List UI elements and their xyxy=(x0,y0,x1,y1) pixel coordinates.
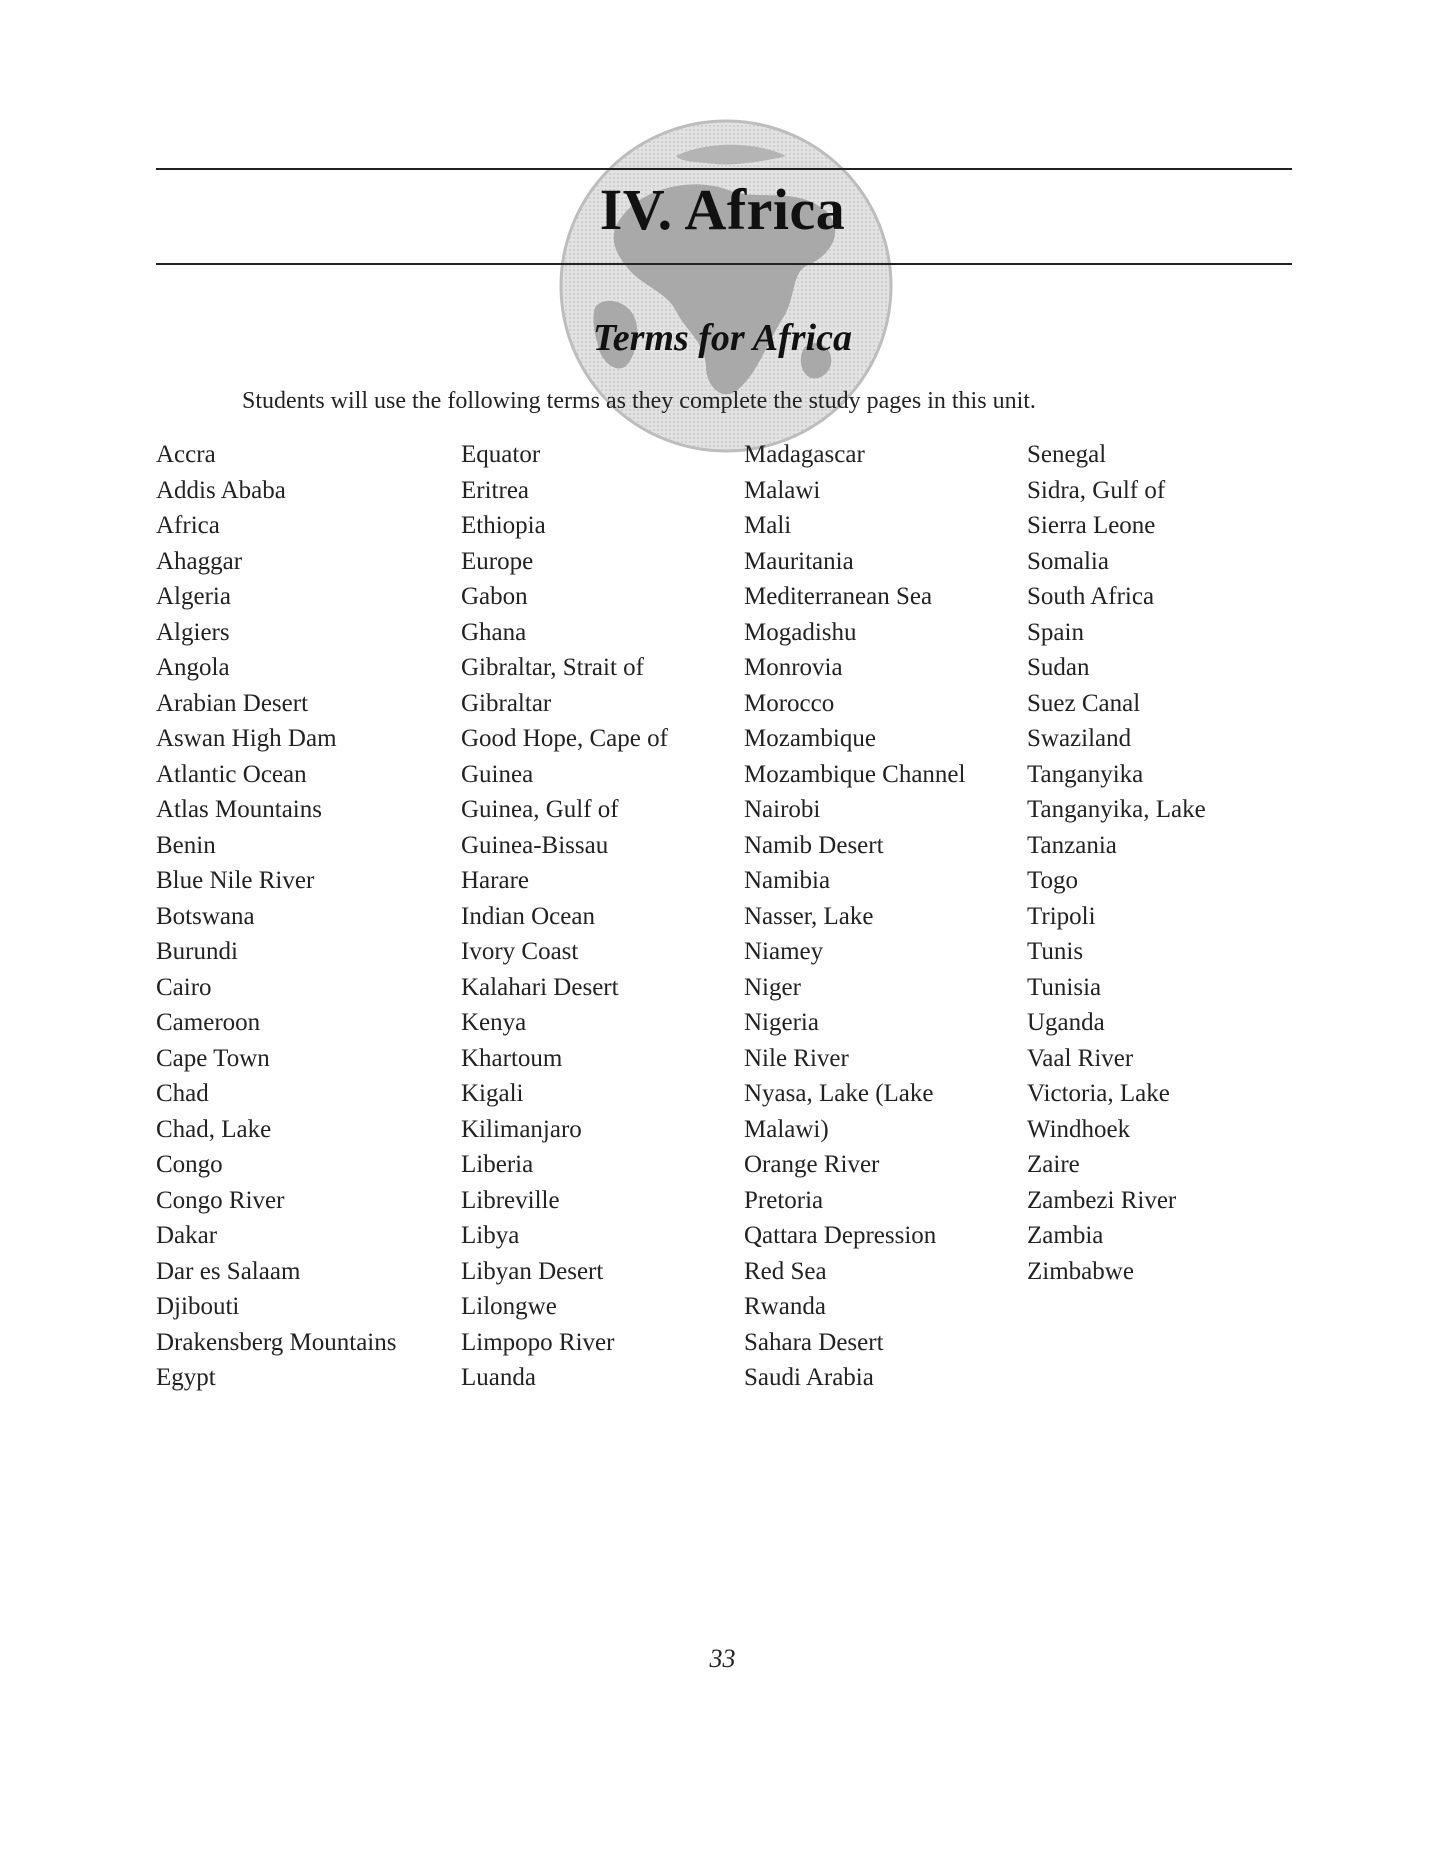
term-item: Tunis xyxy=(1027,938,1084,965)
term-item: Morocco xyxy=(744,689,835,717)
term-item: Niger xyxy=(744,973,801,1001)
term-item: Zambia xyxy=(1027,1222,1104,1249)
term-item: Libreville xyxy=(461,1186,560,1214)
term-item: Nasser, Lake xyxy=(744,902,874,930)
term-item: Zambezi River xyxy=(1027,1186,1177,1214)
term-item: Rwanda xyxy=(744,1293,826,1320)
term-item: Tunisia xyxy=(1027,973,1102,1001)
term-item: Mediterranean Sea xyxy=(744,583,933,610)
term-item: Chad xyxy=(156,1080,209,1107)
term-item: Arabian Desert xyxy=(156,689,309,717)
term-item: Luanda xyxy=(461,1364,536,1391)
term-item: Togo xyxy=(1027,867,1079,894)
term-item: Algeria xyxy=(156,583,231,610)
term-item: Botswana xyxy=(156,902,255,930)
term-item: Drakensberg Mountains xyxy=(156,1328,397,1356)
intro-text: Students will use the following terms as they complete the study pages in this unit. xyxy=(242,388,1036,414)
term-item: Somalia xyxy=(1027,547,1109,575)
term-item: Eritrea xyxy=(461,476,530,504)
term-item: Dakar xyxy=(156,1222,218,1249)
term-item: Gibraltar xyxy=(461,689,552,717)
term-item: Blue Nile River xyxy=(156,867,315,894)
term-item: Libyan Desert xyxy=(461,1257,604,1285)
term-item: Mali xyxy=(744,512,792,539)
term-item: Ivory Coast xyxy=(461,938,579,965)
term-item: Liberia xyxy=(461,1151,534,1178)
term-item: Accra xyxy=(156,441,216,468)
term-item: Kilimanjaro xyxy=(461,1115,582,1143)
term-item: Ghana xyxy=(461,618,527,646)
term-item: Guinea xyxy=(461,760,534,788)
terms-column-3 xyxy=(744,437,965,1396)
term-item: Guinea-Bissau xyxy=(461,831,609,859)
term-item: Niamey xyxy=(744,938,824,965)
term-item: Sierra Leone xyxy=(1027,512,1156,539)
term-item: Gabon xyxy=(461,583,528,610)
unit-title: IV. Africa xyxy=(599,177,846,242)
term-item: Africa xyxy=(156,512,220,539)
terms-column-4 xyxy=(1027,437,1206,1289)
term-item: Windhoek xyxy=(1027,1115,1131,1143)
term-item: Kigali xyxy=(461,1080,524,1107)
term-item: Addis Ababa xyxy=(156,476,286,504)
term-item: Sahara Desert xyxy=(744,1328,884,1356)
term-item: Zimbabwe xyxy=(1027,1257,1134,1285)
term-item: Tanganyika xyxy=(1027,760,1144,788)
term-item: Limpopo River xyxy=(461,1328,615,1356)
term-item: Malawi xyxy=(744,476,821,504)
term-item: Algiers xyxy=(156,618,230,646)
term-item: Suez Canal xyxy=(1027,689,1141,717)
term-item: Qattara Depression xyxy=(744,1222,937,1249)
term-item: Vaal River xyxy=(1027,1044,1134,1072)
terms-column-2 xyxy=(461,437,668,1396)
title-rule-top xyxy=(156,168,1292,170)
term-item: Namibia xyxy=(744,867,831,894)
term-item: Congo River xyxy=(156,1186,285,1214)
term-item: Swaziland xyxy=(1027,725,1132,752)
term-item: Egypt xyxy=(156,1364,216,1391)
term-item: Dar es Salaam xyxy=(156,1257,301,1285)
term-item: Khartoum xyxy=(461,1044,563,1072)
term-item: Madagascar xyxy=(744,441,865,468)
term-item: Tanzania xyxy=(1027,831,1117,859)
term-item: Benin xyxy=(156,831,216,859)
term-item: Nigeria xyxy=(744,1009,819,1036)
term-item: Aswan High Dam xyxy=(156,725,337,752)
term-item: Cape Town xyxy=(156,1044,270,1072)
term-item: Congo xyxy=(156,1151,223,1178)
term-item: Mogadishu xyxy=(744,618,857,646)
term-item: Atlantic Ocean xyxy=(156,760,307,788)
page-number: 33 xyxy=(709,1644,736,1673)
term-item: Mozambique Channel xyxy=(744,760,966,788)
term-item: Djibouti xyxy=(156,1293,240,1320)
term-item: Gibraltar, Strait of xyxy=(461,654,644,681)
term-item: Senegal xyxy=(1027,441,1107,468)
term-item: Cairo xyxy=(156,973,212,1001)
term-item: Monrovia xyxy=(744,654,843,681)
terms-heading: Terms for Africa xyxy=(593,317,852,359)
term-item: Mozambique xyxy=(744,725,876,752)
term-item: Angola xyxy=(156,654,230,681)
term-item: Kalahari Desert xyxy=(461,973,619,1001)
term-item: Sidra, Gulf of xyxy=(1027,476,1166,504)
term-item: Pretoria xyxy=(744,1186,824,1214)
term-item: Saudi Arabia xyxy=(744,1364,874,1391)
term-item: Nile River xyxy=(744,1044,849,1072)
term-item: Nyasa, Lake (Lake xyxy=(744,1080,934,1107)
term-item: Ethiopia xyxy=(461,512,546,539)
term-item: Libya xyxy=(461,1222,520,1249)
term-item: Equator xyxy=(461,441,541,468)
term-item: Namib Desert xyxy=(744,831,884,859)
term-item: Zaire xyxy=(1027,1151,1080,1178)
term-item: Cameroon xyxy=(156,1009,261,1036)
title-rule-bottom xyxy=(156,263,1292,265)
terms-column-1 xyxy=(156,437,396,1396)
term-item: Nairobi xyxy=(744,796,821,823)
term-item: Red Sea xyxy=(744,1257,827,1285)
term-item: South Africa xyxy=(1027,583,1155,610)
term-item: Europe xyxy=(461,547,534,575)
term-item: Ahaggar xyxy=(156,547,243,575)
term-item: Indian Ocean xyxy=(461,902,595,930)
term-item: Chad, Lake xyxy=(156,1115,272,1143)
term-item: Tripoli xyxy=(1027,902,1096,930)
term-item: Burundi xyxy=(156,938,238,965)
term-item: Tanganyika, Lake xyxy=(1027,796,1206,823)
term-item: Uganda xyxy=(1027,1009,1105,1036)
term-item: Lilongwe xyxy=(461,1293,557,1320)
term-item: Kenya xyxy=(461,1009,527,1036)
term-item: Harare xyxy=(461,867,529,894)
term-item: Guinea, Gulf of xyxy=(461,796,619,823)
term-item: Spain xyxy=(1027,618,1084,646)
term-item: Mauritania xyxy=(744,547,854,575)
term-item: Victoria, Lake xyxy=(1027,1080,1170,1107)
term-item: Good Hope, Cape of xyxy=(461,725,668,752)
term-item: Orange River xyxy=(744,1151,880,1178)
term-item: Atlas Mountains xyxy=(156,796,322,823)
term-item: Sudan xyxy=(1027,654,1090,681)
term-item: Malawi) xyxy=(744,1115,829,1143)
